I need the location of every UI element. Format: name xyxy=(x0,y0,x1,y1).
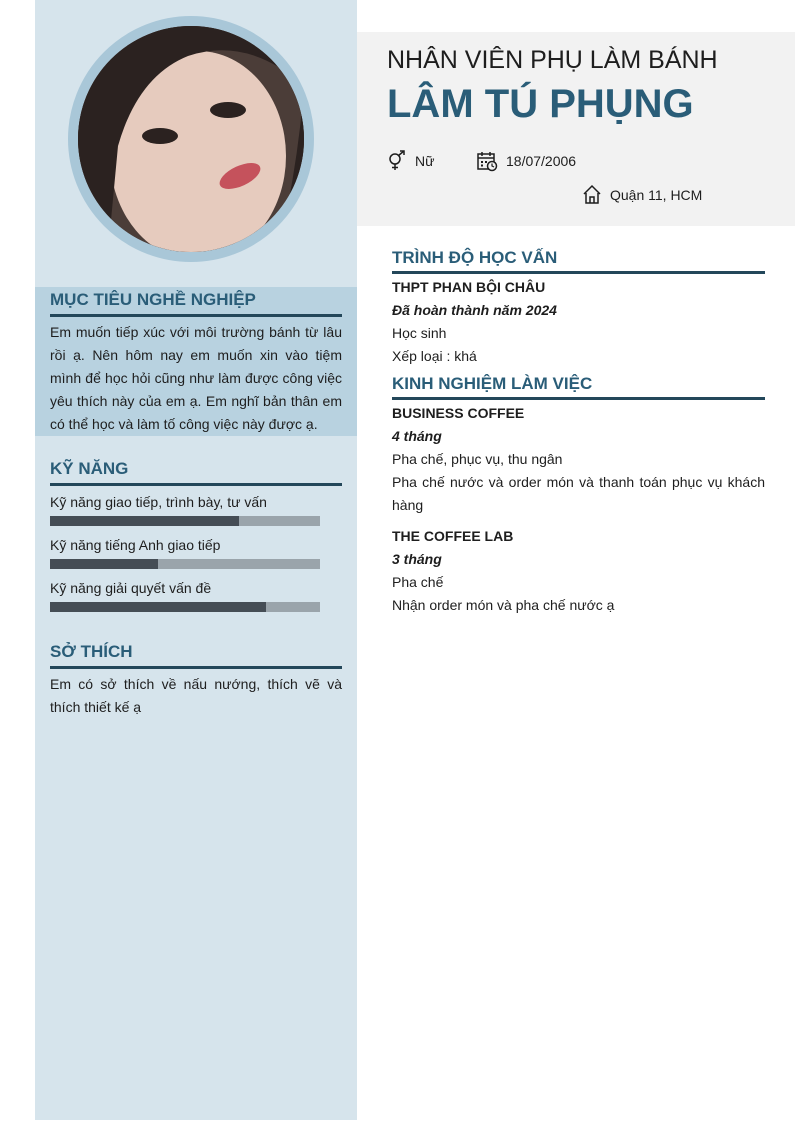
experience-description: Pha chế nước và order món và thanh toán phục vụ khách hàng xyxy=(392,474,765,513)
experience-company: BUSINESS COFFEE xyxy=(392,405,525,421)
experience-item xyxy=(392,402,765,517)
skill-bar-fill xyxy=(50,516,239,526)
gender-info xyxy=(387,150,434,172)
experience-duration: 3 tháng xyxy=(392,551,442,567)
experience-description: Nhận order món và pha chế nước ạ xyxy=(392,597,615,613)
hobbies-title: SỞ THÍCH xyxy=(50,642,342,669)
job-title: NHÂN VIÊN PHỤ LÀM BÁNH xyxy=(387,46,718,74)
skill-bar-fill xyxy=(50,559,158,569)
home-icon xyxy=(582,184,602,206)
skill-bar-fill xyxy=(50,602,266,612)
skill-item xyxy=(50,535,342,569)
main-content xyxy=(392,248,765,617)
gender-value: Nữ xyxy=(415,153,435,169)
education-title: TRÌNH ĐỘ HỌC VẤN xyxy=(392,248,765,274)
objective-text: Em muốn tiếp xúc với môi trường bánh từ lâu rồi ạ. Nên hôm nay em muốn xin vào tiệm mình để học hỏi cũng như làm được công việc yêu thích này của em ạ. Em nghĩ bản thân em có thể học và làm tố công việc này được ạ. xyxy=(50,324,342,432)
skill-bar xyxy=(50,602,320,612)
experience-position: Pha chế xyxy=(392,574,444,590)
calendar-icon xyxy=(476,150,498,172)
objective-title: MỤC TIÊU NGHỀ NGHIỆP xyxy=(50,290,342,317)
address-info xyxy=(582,184,702,206)
experience-section xyxy=(392,374,765,617)
experience-company: THE COFFEE LAB xyxy=(392,528,514,544)
avatar-photo xyxy=(78,26,304,252)
experience-duration: 4 tháng xyxy=(392,428,442,444)
education-role: Học sinh xyxy=(392,325,447,341)
education-school: THPT PHAN BỘI CHÂU xyxy=(392,279,546,295)
experience-title: KINH NGHIỆM LÀM VIỆC xyxy=(392,374,765,400)
hobbies-section xyxy=(50,642,342,719)
header xyxy=(357,32,795,226)
skill-name: Kỹ năng giao tiếp, trình bày, tư vấn xyxy=(50,494,267,510)
education-grade: Xếp loại : khá xyxy=(392,348,477,364)
skill-item xyxy=(50,578,342,612)
education-period: Đã hoàn thành năm 2024 xyxy=(392,302,557,318)
skill-bar xyxy=(50,516,320,526)
education-section xyxy=(392,248,765,368)
full-name: LÂM TÚ PHỤNG xyxy=(387,82,694,126)
birthday-value: 18/07/2006 xyxy=(506,153,577,169)
skill-name: Kỹ năng tiếng Anh giao tiếp xyxy=(50,537,221,553)
hobbies-text: Em có sở thích về nấu nướng, thích vẽ và thích thiết kế ạ xyxy=(50,676,342,715)
gender-icon xyxy=(387,150,407,172)
experience-position: Pha chế, phục vụ, thu ngân xyxy=(392,451,563,467)
address-value: Quận 11, HCM xyxy=(610,187,703,203)
avatar xyxy=(68,16,314,262)
skill-item xyxy=(50,492,342,526)
birthday-info xyxy=(476,150,576,172)
skill-name: Kỹ năng giải quyết vấn đề xyxy=(50,580,212,596)
sidebar xyxy=(35,0,357,1120)
objective-section xyxy=(50,290,342,436)
skill-bar xyxy=(50,559,320,569)
experience-item xyxy=(392,525,765,617)
skills-title: KỸ NĂNG xyxy=(50,459,342,486)
skills-section xyxy=(50,459,342,612)
